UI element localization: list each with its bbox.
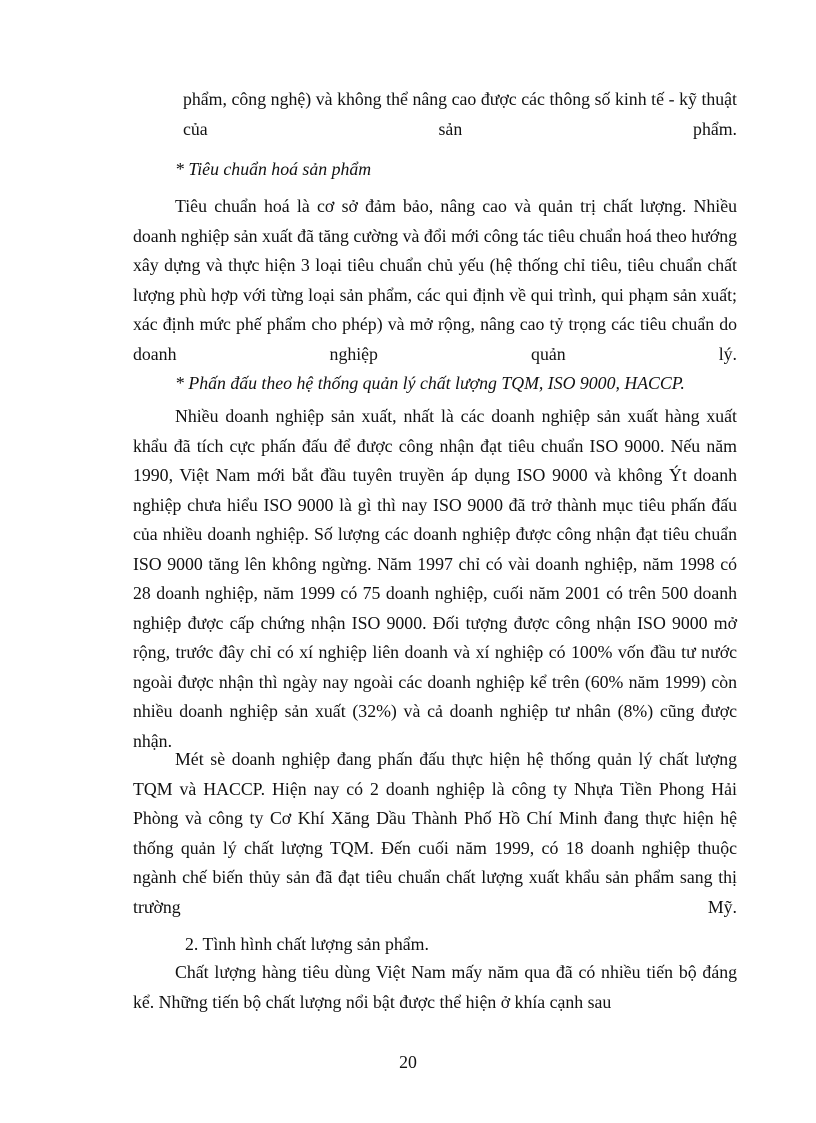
paragraph-iso9000: Nhiều doanh nghiệp sản xuất, nhất là các doanh nghiệp sản xuất hàng xuất khẩu đã tích cực phấn đấu để được công nhận đạt tiêu chuẩn ISO 9000. Nếu năm 1990, Việt Nam mới bắt đầu tuyên truyền áp dụng ISO 9000 và không Ýt doanh nghiệp chưa hiểu ISO 9000 là gì thì nay ISO 9000 đã trở thành mục tiêu phấn đấu của nhiều doanh nghiệp. Số lượng các doanh nghiệp được công nhận đạt tiêu chuẩn ISO 9000 tăng lên không ngừng. Năm 1997 chỉ có vài doanh nghiệp, năm 1998 có 28 doanh nghiệp, năm 1999 có 75 doanh nghiệp, cuối năm 2001 có trên 500 doanh nghiệp được cấp chứng nhận ISO 9000. Đối tượng được công nhận ISO 9000 mở rộng, trước đây chỉ có xí nghiệp liên doanh và xí nghiệp có 100% vốn đầu tư nước ngoài được nhận thì ngày nay ngoài các doanh nghiệp kể trên (60% năm 1999) còn nhiều doanh nghiệp sản xuất (32%) và cả doanh nghiệp tư nhân (8%) cũng được nhận.	[133, 406, 737, 751]
paragraph-continuation	[133, 85, 737, 144]
paragraph-text: phẩm, công nghệ) và không thể nâng cao được các thông số kinh tế - kỹ thuật của sản phẩm.	[183, 89, 737, 139]
page-number: 20	[399, 1052, 417, 1072]
paragraph-consumer-goods: Chất lượng hàng tiêu dùng Việt Nam mấy năm qua đã có nhiều tiến bộ đáng kể. Những tiến bộ chất lượng nổi bật được thể hiện ở khía cạnh sau	[133, 962, 737, 1012]
paragraph-standardization: Tiêu chuẩn hoá là cơ sở đảm bảo, nâng cao và quản trị chất lượng. Nhiều doanh nghiệp sản xuất đã tăng cường và đổi mới công tác tiêu chuẩn hoá theo hướng xây dựng và thực hiện 3 loại tiêu chuẩn chủ yếu (hệ thống chỉ tiêu, tiêu chuẩn chất lượng phù hợp với từng loại sản phẩm, các qui định về qui trình, qui phạm sản xuất; xác định mức phế phẩm cho phép) và mở rộng, nâng cao tỷ trọng các tiêu chuẩn do doanh nghiệp quản lý.	[133, 196, 737, 364]
section-heading-product-quality: 2. Tình hình chất lượng sản phẩm.	[185, 934, 429, 954]
section-heading-quality-systems: * Phấn đấu theo hệ thống quản lý chất lượng TQM, ISO 9000, HACCP.	[175, 373, 685, 393]
paragraph-tqm-haccp: Mét sè doanh nghiệp đang phấn đấu thực hiện hệ thống quản lý chất lượng TQM và HACCP. Hiện nay có 2 doanh nghiệp là công ty Nhựa Tiền Phong Hải Phòng và công ty Cơ Khí Xăng Dầu Thành Phố Hồ Chí Minh đang thực hiện hệ thống quản lý chất lượng TQM. Đến cuối năm 1999, có 18 doanh nghiệp thuộc ngành chế biến thủy sản đã đạt tiêu chuẩn chất lượng xuất khẩu sản phẩm sang thị trường Mỹ.	[133, 749, 737, 917]
section-heading-standardization: * Tiêu chuẩn hoá sản phẩm	[175, 159, 372, 179]
